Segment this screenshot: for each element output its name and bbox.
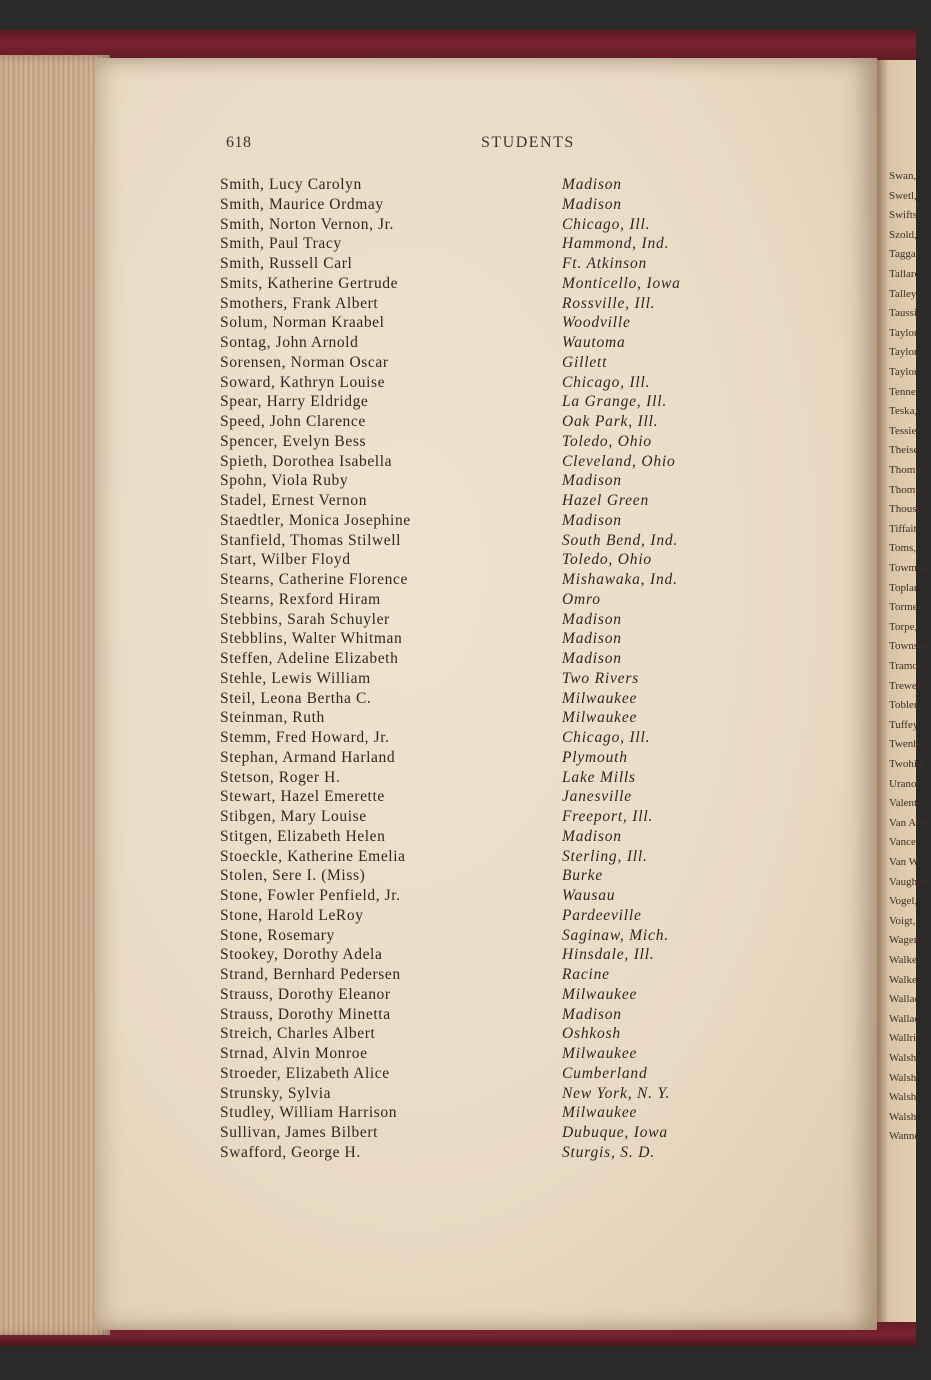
student-name: Stookey, Dorothy Adela: [220, 946, 383, 964]
student-name: Strauss, Dorothy Minetta: [220, 1005, 391, 1023]
student-name: Solum, Norman Kraabel: [220, 314, 385, 332]
facing-page-fragment: Uranon,: [889, 777, 925, 790]
student-hometown: Pardeeville: [562, 906, 642, 924]
student-hometown: Milwaukee: [562, 689, 638, 707]
student-hometown: Hammond, Ind.: [562, 235, 670, 253]
facing-page-fragment: Tramont: [889, 660, 927, 672]
student-hometown: Dubuque, Iowa: [562, 1124, 668, 1141]
student-name: Sorensen, Norman Oscar: [220, 353, 389, 371]
student-hometown: Madison: [562, 472, 622, 490]
student-name: Start, Wilber Floyd: [220, 551, 351, 569]
student-hometown: Chicago, Ill.: [562, 215, 651, 233]
facing-page-fragment: Vogel,: [889, 895, 918, 908]
student-name: Stadel, Ernest Vernon: [220, 492, 368, 509]
facing-page-fragment: Wallrich,: [889, 1032, 930, 1045]
list-item: [220, 907, 740, 927]
student-name: Stone, Fowler Penfield, Jr.: [220, 887, 401, 904]
list-item: [220, 1085, 740, 1105]
student-name: Smothers, Frank Albert: [220, 294, 379, 312]
facing-page-fragment: Walsh,: [889, 1052, 919, 1064]
list-item: [220, 492, 740, 512]
list-item: [220, 709, 740, 729]
facing-page-fragment: Wanner,: [889, 1130, 926, 1143]
student-name: Speed, John Clarence: [220, 413, 366, 430]
facing-page-fragment: Townsen: [889, 640, 929, 653]
facing-page-fragment: Wagenkn: [889, 934, 931, 947]
facing-page-fragment: Thousan: [889, 503, 927, 516]
list-item: [220, 393, 740, 413]
student-name: Strunsky, Sylvia: [220, 1084, 332, 1102]
facing-page-fragment: Valentin: [889, 797, 926, 810]
student-hometown: Rossville, Ill.: [562, 294, 656, 312]
facing-page-fragment: Torpe,: [889, 620, 918, 633]
student-name: Stoeckle, Katherine Emelia: [220, 847, 406, 865]
facing-page-fragment: Taylor,: [889, 346, 920, 359]
student-name: Soward, Kathryn Louise: [220, 373, 386, 391]
facing-page-fragment: Wallace,: [889, 993, 927, 1006]
list-item: [220, 630, 740, 650]
student-name: Stemm, Fred Howard, Jr.: [220, 729, 390, 746]
student-name: Spear, Harry Eldridge: [220, 393, 369, 411]
list-item: [220, 295, 740, 315]
student-hometown: Mishawaka, Ind.: [562, 571, 678, 588]
list-item: [220, 966, 740, 986]
student-hometown: Racine: [562, 966, 610, 983]
student-hometown: Madison: [562, 610, 622, 628]
student-hometown: Chicago, Ill.: [562, 729, 651, 746]
student-name: Smith, Russell Carl: [220, 255, 353, 272]
student-name: Stroeder, Elizabeth Alice: [220, 1064, 390, 1082]
list-item: [220, 788, 740, 808]
student-name: Staedtler, Monica Josephine: [220, 511, 411, 529]
facing-page-fragment: Tallard: [889, 268, 920, 280]
facing-page-fragment: Taylor,: [889, 366, 920, 378]
list-item: [220, 848, 740, 868]
student-name: Swafford, George H.: [220, 1143, 361, 1161]
facing-page-fragment: Walsh,: [889, 1110, 919, 1123]
facing-page-fragment: Toplan,: [889, 581, 923, 594]
student-hometown: Oshkosh: [562, 1025, 621, 1043]
list-item: [220, 235, 740, 255]
facing-page-fragment: Walsh,: [889, 1091, 919, 1104]
student-hometown: Madison: [562, 827, 622, 845]
student-hometown: Madison: [562, 1005, 622, 1023]
student-hometown: Madison: [562, 511, 622, 529]
student-hometown: Burke: [562, 867, 604, 885]
facing-page-fragment: Szold,: [889, 228, 917, 241]
student-hometown: La Grange, Ill.: [562, 393, 667, 411]
student-hometown: Freeport, Ill.: [562, 808, 654, 825]
student-name: Stitgen, Elizabeth Helen: [220, 827, 386, 845]
list-item: [220, 255, 740, 275]
list-item: [220, 946, 740, 966]
student-name: Streich, Charles Albert: [220, 1025, 376, 1043]
list-item: [220, 374, 740, 394]
facing-page-fragment: Voigt,: [889, 914, 916, 927]
student-name: Stearns, Rexford Hiram: [220, 590, 381, 608]
facing-page-fragment: Tormey,: [889, 601, 926, 614]
student-name: Smith, Norton Vernon, Jr.: [220, 215, 395, 233]
list-item: [220, 216, 740, 236]
list-item: [220, 729, 740, 749]
list-item: [220, 1025, 740, 1045]
list-item: [220, 927, 740, 947]
facing-page-fragment: Twenhof: [889, 738, 928, 751]
student-hometown: Plymouth: [562, 748, 628, 766]
facing-page-fragment: Walker,: [889, 973, 923, 986]
facing-page-fragment: Taggart: [889, 248, 923, 261]
student-name: Stehle, Lewis William: [220, 669, 371, 687]
student-hometown: Hazel Green: [562, 492, 649, 509]
list-item: [220, 1144, 740, 1164]
list-item: [220, 808, 740, 828]
list-item: [220, 650, 740, 670]
student-hometown: New York, N. Y.: [562, 1084, 671, 1102]
student-hometown: Wautoma: [562, 334, 626, 351]
student-hometown: Milwaukee: [562, 1104, 638, 1122]
list-item: [220, 532, 740, 552]
facing-page-fragment: Swifts: [889, 209, 918, 222]
facing-page-fragment: Tuffey,: [889, 718, 921, 731]
student-hometown: Ft. Atkinson: [562, 255, 648, 272]
student-hometown: Sterling, Ill.: [562, 847, 648, 865]
student-name: Strnad, Alvin Monroe: [220, 1045, 368, 1062]
student-hometown: Toledo, Ohio: [562, 432, 652, 450]
student-hometown: Omro: [562, 590, 601, 608]
list-item: [220, 986, 740, 1006]
student-name: Studley, William Harrison: [220, 1104, 398, 1122]
student-hometown: Madison: [562, 195, 622, 213]
student-hometown: Two Rivers: [562, 669, 640, 687]
facing-page-fragment: Taussig,: [889, 307, 926, 320]
student-name: Stone, Harold LeRoy: [220, 906, 364, 924]
student-name: Stewart, Hazel Emerette: [220, 788, 385, 806]
student-hometown: Madison: [562, 650, 622, 667]
student-name: Stone, Rosemary: [220, 926, 335, 944]
student-hometown: Madison: [562, 630, 622, 648]
student-name: Smith, Maurice Ordmay: [220, 195, 384, 213]
list-item: [220, 196, 740, 216]
list-item: [220, 314, 740, 334]
student-hometown: Janesville: [562, 788, 632, 806]
list-item: [220, 176, 740, 196]
list-item: [220, 551, 740, 571]
student-name: Steffen, Adeline Elizabeth: [220, 650, 399, 667]
student-name: Spencer, Evelyn Bess: [220, 432, 367, 450]
student-hometown: Milwaukee: [562, 1045, 638, 1062]
student-hometown: Gillett: [562, 353, 608, 371]
facing-page-fragment: Tenney,: [889, 385, 924, 398]
list-item: [220, 512, 740, 532]
student-name: Steil, Leona Bertha C.: [220, 689, 372, 707]
list-item: [220, 571, 740, 591]
student-name: Smith, Paul Tracy: [220, 235, 342, 253]
list-item: [220, 1045, 740, 1065]
student-hometown: Lake Mills: [562, 768, 636, 786]
facing-page-fragment: Swetl,: [889, 189, 917, 202]
list-item: [220, 887, 740, 907]
list-item: [220, 690, 740, 710]
student-hometown: South Bend, Ind.: [562, 531, 679, 549]
facing-page-fragment: Tessier,: [889, 424, 923, 437]
student-hometown: Sturgis, S. D.: [562, 1143, 655, 1161]
student-hometown: Madison: [562, 176, 622, 193]
facing-page-fragment: Toms,: [889, 542, 917, 555]
student-hometown: Milwaukee: [562, 985, 638, 1003]
student-name: Stanfield, Thomas Stilwell: [220, 531, 402, 549]
list-item: [220, 611, 740, 631]
list-item: [220, 591, 740, 611]
list-item: [220, 828, 740, 848]
list-item: [220, 1124, 740, 1144]
list-item: [220, 275, 740, 295]
student-name: Sullivan, James Bilbert: [220, 1124, 379, 1141]
facing-page-fragment: Treweek,: [889, 679, 930, 692]
facing-page-fragment: Taylor,: [889, 326, 920, 339]
student-name: Spieth, Dorothea Isabella: [220, 452, 393, 470]
student-name: Smits, Katherine Gertrude: [220, 274, 399, 292]
student-name: Smith, Lucy Carolyn: [220, 176, 362, 193]
facing-page-fragment: Walker,: [889, 954, 923, 966]
student-hometown: Wausau: [562, 887, 616, 904]
facing-page-edge: [877, 60, 931, 1322]
page-edges: [0, 55, 110, 1335]
facing-page-fragment: Thompso: [889, 483, 931, 496]
student-name: Stearns, Catherine Florence: [220, 571, 408, 588]
facing-page-fragment: Wallace,: [889, 1012, 927, 1025]
list-item: [220, 670, 740, 690]
student-hometown: Cumberland: [562, 1064, 648, 1082]
list-item: [220, 1065, 740, 1085]
facing-page-fragment: Walsh,: [889, 1071, 919, 1084]
facing-page-fragment: Tiffait,: [889, 522, 920, 535]
student-list: [220, 176, 740, 1164]
page-number: 618: [226, 134, 252, 151]
student-hometown: Hinsdale, Ill.: [562, 946, 655, 964]
student-hometown: Monticello, Iowa: [562, 274, 681, 292]
student-hometown: Saginaw, Mich.: [562, 926, 669, 944]
student-hometown: Milwaukee: [562, 709, 638, 727]
student-name: Spohn, Viola Ruby: [220, 472, 349, 490]
facing-page-fragment: Van Alte: [889, 816, 928, 829]
facing-page-fragment: Thompso: [889, 464, 931, 476]
student-hometown: Toledo, Ohio: [562, 551, 652, 569]
student-name: Strand, Bernhard Pedersen: [220, 966, 401, 983]
student-name: Sontag, John Arnold: [220, 334, 359, 351]
facing-page-fragment: Twohig,: [889, 758, 926, 770]
student-hometown: Cleveland, Ohio: [562, 452, 676, 470]
student-name: Stebblins, Walter Whitman: [220, 630, 403, 648]
list-item: [220, 472, 740, 492]
student-hometown: Chicago, Ill.: [562, 373, 651, 391]
list-item: [220, 769, 740, 789]
list-item: [220, 413, 740, 433]
student-name: Strauss, Dorothy Eleanor: [220, 985, 391, 1003]
list-item: [220, 334, 740, 354]
list-item: [220, 453, 740, 473]
facing-page-fragment: Theisen,: [889, 444, 927, 457]
student-hometown: Woodville: [562, 314, 631, 332]
student-name: Stibgen, Mary Louise: [220, 808, 367, 825]
student-name: Stolen, Sere I. (Miss): [220, 867, 366, 885]
section-title: STUDENTS: [481, 134, 575, 151]
facing-page-fragment: Van Wa: [889, 856, 924, 868]
list-item: [220, 433, 740, 453]
list-item: [220, 354, 740, 374]
facing-page-fragment: Towman,: [889, 562, 931, 574]
facing-page-fragment: Vaughan,: [889, 875, 931, 888]
list-item: [220, 749, 740, 769]
facing-page-fragment: Teska,: [889, 405, 918, 418]
list-item: [220, 1104, 740, 1124]
student-name: Steinman, Ruth: [220, 709, 325, 727]
list-item: [220, 867, 740, 887]
list-item: [220, 1006, 740, 1026]
facing-page-fragment: Vance,: [889, 836, 919, 849]
student-name: Stebbins, Sarah Schuyler: [220, 610, 390, 628]
facing-page-fragment: Tobler,: [889, 699, 920, 712]
student-name: Stephan, Armand Harland: [220, 748, 396, 766]
facing-page-fragment: Swan,: [889, 170, 917, 182]
facing-page-fragment: Talley,: [889, 287, 919, 300]
student-hometown: Oak Park, Ill.: [562, 413, 659, 430]
student-name: Stetson, Roger H.: [220, 768, 341, 786]
